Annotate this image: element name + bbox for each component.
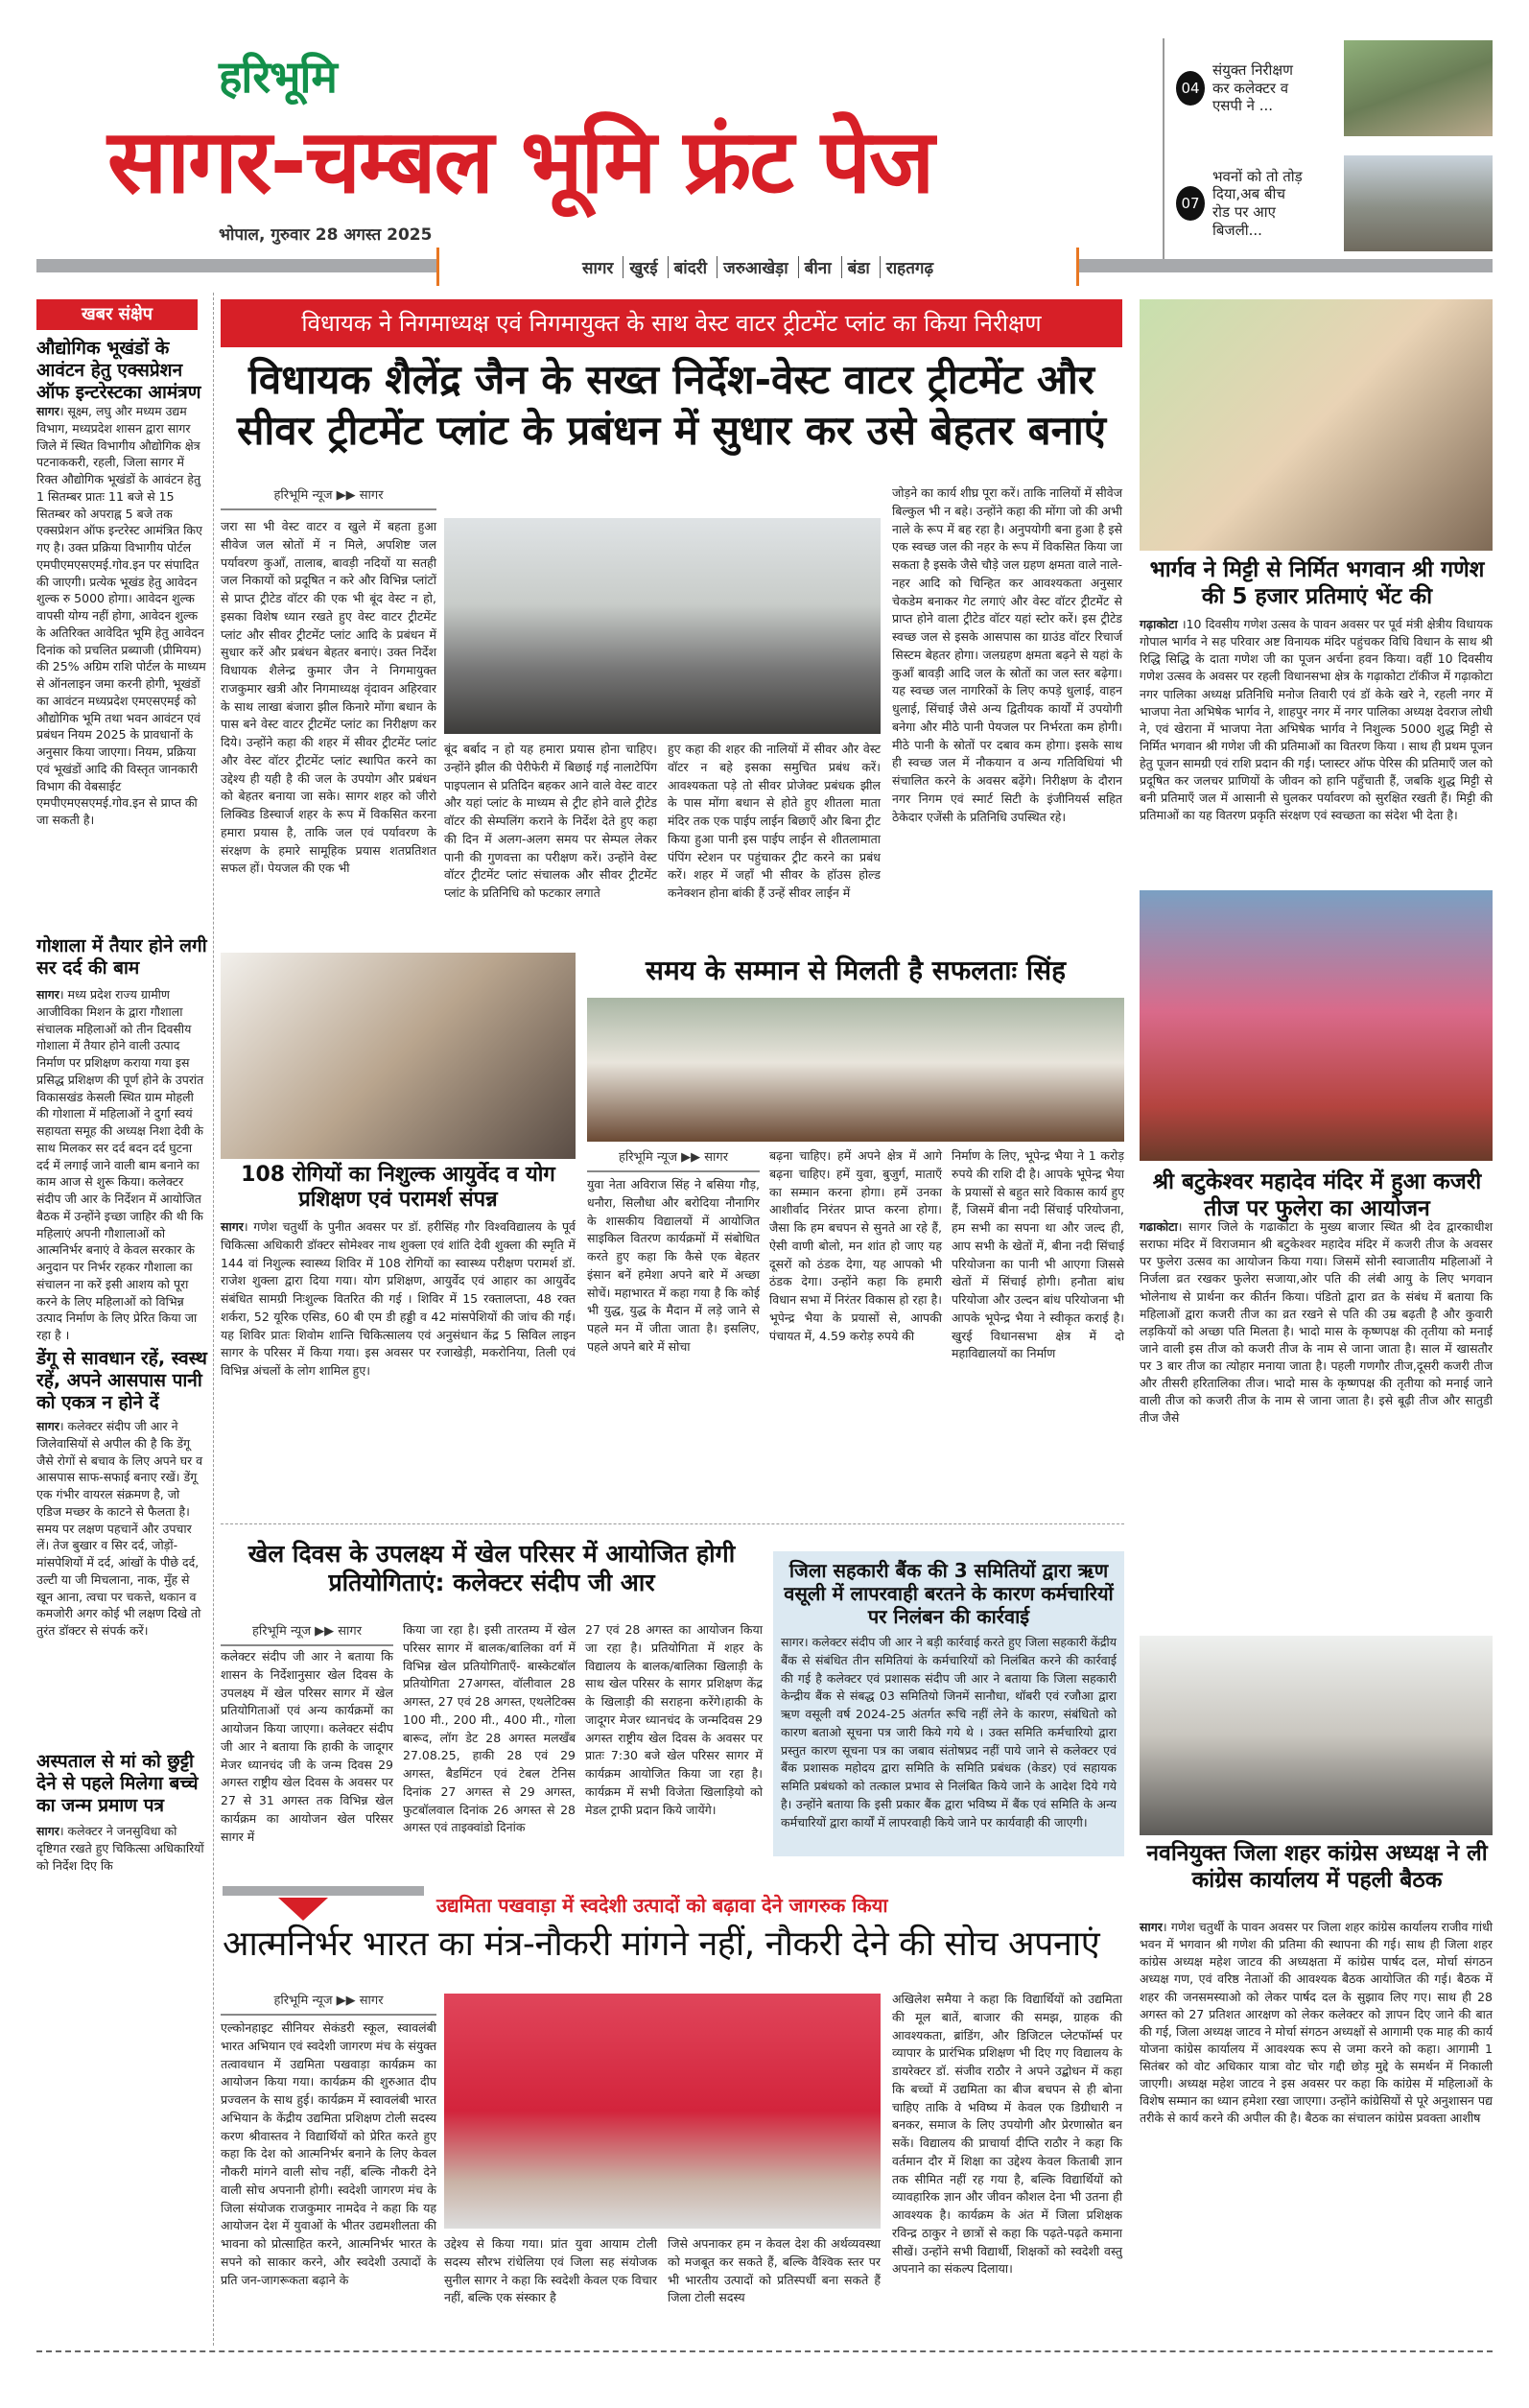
nav-link-sagar[interactable]: सागर [581, 258, 614, 278]
nav-link-rahatgarh[interactable]: राहतगढ़ [880, 256, 939, 278]
brief-body: सागर। सूक्ष्म, लघु और मध्यम उद्यम विभाग, मध्यप्रदेश शासन द्वारा सागर जिले में स्थित विभागीय औद्योगिक क्षेत्र पटनाककरी, रहली, जिला सागर में रिक्त औद्योगिक भूखंडों के आवंटन हेतु 1 सितम्बर प्रातः 11 बजे से 15 सितम्बर को अपराह्न 5 बजे तक एक्सप्रेशन ऑफ इन्टरेस्ट आमंत्रित किए गए है। उक्त प्रक्रिया विभागीय पोर्टल एमपीएमएसएमई.गोव.इन पर संपादित की जाएगी। प्रत्येक भूखंड हेतु आवेदन शुल्क रु 5000 होगा। आवेदन शुल्क वापसी योग्य नहीं होगा, आवेदन शुल्क के अतिरिक्त आवेदित भूमि हेतु आवेदन दिनांक को प्रचलित प्रब्याजी (प्रीमियम) की 25% अग्रिम राशि पोर्टल के माध्यम से ऑनलाइन जमा करनी होगी, भूखंडों का आवंटन मध्यप्रदेश एमएसएमई को औद्योगिक भूमि तथा भवन आवंटन एवं प्रबंधन नियम 2025 के प्रावधानों के अनुसार किया जाएगा। नियम, प्रक्रिया एवं भूखंडों आदि की विस्तृत जानकारी विभाग की वेबसाईट एमपीएमएसएमई.गोव.इन से प्राप्त की जा सकती है। [36, 404, 206, 827]
divider [221, 1523, 1124, 1524]
brief-headline: औद्योगिक भूखंडों के आवंटन हेतु एक्सप्रेशन ऑफ इन्टरेस्टका आमंत्रण [36, 338, 201, 403]
bank-body: सागर। कलेक्टर संदीप जी आर ने बड़ी कार्रवाई करते हुए जिला सहकारी केंद्रीय बैंक से संबंधित तीन समितियां के कर्मचारियों को निलंबित करने की कार्रवाई की गई है कलेक्टर एवं प्रशासक संदीप जी आर ने बताया कि जिला सहकारी केन्द्रीय बैंक से संबद्ध 03 समितियो जिनमें सानौधा, थॉबरी एवं रजौआ द्वारा ऋण वसूली वर्ष 2024-25 अंतर्गत रूचि नहीं लेने के कारण, संबंधितो को कारण बताओ सूचना पत्र जारी किये गये थे । उक्त समिति कर्मचारियो द्वारा प्रस्तुत कारण सूचना पत्र का जबाव संतोषप्रद नहीं पाये जाने से कलेक्टर एवं बैंक प्रशासक महोदय द्वारा समिति के समिति प्रबंधक (केडर) एवं सहायक समिति प्रबंधको को तत्काल प्रभाव से निलंबित किये जाने के आदेश दिये गये है। उन्होंने बताया कि इसी प्रकार बैंक द्वारा भविष्य में बैंक एवं समिति के अन्य कर्मचारियों द्वारा कार्यों में लापरवाही किये जाने पर कार्यवाही की जाएगी। [781, 1635, 1117, 1830]
brief-body: सागर। मध्य प्रदेश राज्य ग्रामीण आजीविका मिशन के द्वारा गौशाला संचालक महिलाओं को तीन दिवसीय गोशाला में तैयार होने वाली उत्पाद निर्माण पर प्रशिक्षण कराया गया इस प्रसिद्ध प्रशिक्षण की पूर्ण होने के उपरांत विकासखंड केसली स्थित ग्राम मोहली की गोशाला में महिलाओं ने दुर्गा स्वयं सहायता समूह की अध्यक्ष निशा देवी के साथ मिलकर सर दर्द बदन दर्द घुटना दर्द में लगाई जाने वाली बाम बनाने का काम आज से शुरू किया। कलेक्टर संदीप जी आर के निर्देशन में आयोजित बैठक में उन्होंने इच्छा जाहिर की थी कि महिलाएं अपनी गौशालाओं को आत्मनिर्भर बनाएं वे केवल सरकार के अनुदान पर निर्भर रहकर गौशाला का संचालन ना करें इसी आशय को पूरा करने के लिए महिलाओं को विभिन्न उत्पाद निर्माण के लिए प्रेरित किया जा रहा है । [36, 987, 204, 1342]
byline: हरिभूमि न्यूज ▶▶ सागर [221, 1621, 393, 1646]
briefs-label: खबर संक्षेप [36, 299, 198, 330]
khel-body-col: कलेक्टर संदीप जी आर ने बताया कि शासन के निर्देशानुसार खेल दिवस के उपलक्ष्य में खेल परिसर सागर में खेल प्रतियोगिताओं एवं अन्य कार्यक्रमों का आयोजन किया जाएगा। कलेक्टर संदीप जी आर ने बताया कि हाकी के जादूगर मेजर ध्यानचंद जी के जन्म दिवस 29 अगस्त राष्ट्रीय खेल दिवस के अवसर पर 27 से 31 अगस्त तक विभिन्न खेल कार्यक्रम का आयोजन खेल परिसर सागर में [221, 1649, 393, 1844]
newspaper-logo: हरिभूमि [219, 51, 337, 103]
nav-link-bina[interactable]: बीना [798, 256, 837, 278]
samman-headline: समय के सम्मान से मिलती है सफलताः सिंह [646, 955, 1066, 986]
page-title: सागर-चम्बल भूमि फ्रंट पेज [107, 110, 933, 213]
page-number-badge: 04 [1176, 71, 1205, 106]
section-marker [223, 1886, 424, 1896]
chevron-down-icon [278, 1898, 328, 1921]
ayurved-body: सागर। गणेश चतुर्थी के पुनीत अवसर पर डॉ. हरीसिंह गौर विश्वविद्यालय के पूर्व चिकित्सा अधिकारी डॉक्टर सोमेश्वर नाथ शुक्ला एवं शांति देवी शुक्ला की स्मृति में 144 वां निशुल्क स्वास्थ्य शिविर में 108 रोगियों का स्वास्थ्य परीक्षण परामर्श डॉ. राजेश शुक्ला द्वारा दिया गया। योग प्रशिक्षण, आयुर्वेद एवं आहार का आयुर्वेद संबंधित सामग्री निःशुल्क वितरित की गई । शिविर में 15 रक्तालप्ता, 48 रक्त शर्करा, 52 यूरिक एसिड, 60 बी एम डी हड्डी व 42 मांसपेशियों की जांच की गई। यह शिविर प्रातः शिवोम शान्ति चिकित्सालय एवं अनुसंधान केंद्र 5 सिविल लाइन सागर के परिसर में किया गया। इस अवसर पर रजाखेड़ी, मकरोनिया, तिली एवं विभिन्न अंचलों के लोग शामिल हुए। [221, 1219, 576, 1378]
brief-headline: डेंगू से सावधान रहें, स्वस्थ रहें, अपने आसपास पानी को एकत्र न होने दें [36, 1348, 207, 1413]
kajri-photo [1140, 890, 1493, 1161]
lead-kicker: विधायक ने निगमाध्यक्ष एवं निगमायुक्त के साथ वेस्ट वाटर ट्रीटमेंट प्लांट का किया निरीक्षण [221, 299, 1122, 347]
khel-body-col: 27 एवं 28 अगस्त का आयोजन किया जा रहा है। प्रतियोगिता में शहर के विद्यालय के बालक/बालिका खिलाड़ी के साथ खेल परिसर के सागर प्रशिक्षण केंद्र के खिलाड़ी की सराहना करेंगे।हाकी के जादूगर मेजर ध्यानचंद के जन्मदिवस 29 अगस्त राष्ट्रीय खेल दिवस के अवसर पर प्रातः 7:30 बजे खेल परिसर सागर में कार्यक्रम आयोजित किया जा रहा है। कार्यक्रम में सभी विजेता खिलाड़ियो को मेडल ट्राफी प्रदान किये जायेंगे। [585, 1622, 763, 1817]
lead-body-col: जोड़ने का कार्य शीघ्र पूरा करें। ताकि नालियों में सीवेज बिल्कुल भी न बहे। उन्होंने कहा की मोंगा जो की अभी नाले के रूप में बह रहा है। अनुपयोगी बना हुआ है इसे एक स्वच्छ जल की नहर के रूप में विकसित किया जा सकता है इसके जैसे चौड़े जल ग्रहण क्षमता वाले नाले-नहर आदि को चिन्हित कर आवश्यकता अनुसार चेकडेम बनाकर गेट लगाएं और वेस्ट वॉटर ट्रीटमेंट से प्राप्त होने वाला ट्रीटेड वॉटर यहां स्टोर करें। इस ट्रीटेड स्वच्छ जल से इसके आसपास का ग्राउंड वॉटर रिचार्ज सिस्टम बेहतर होगा। जलग्रहण क्षमता बढ़ने से यहां के कुआँ बावड़ी आदि जल के स्रोतों का जल स्तर बढ़ेगा। यह स्वच्छ जल नागरिकों के लिए कपड़े धुलाई, वाहन धुलाई, सिंचाई जैसे अन्य द्वितीयक कार्यों में उपयोगी बनेगा और मीठे पानी पेयजल पर निर्भरता कम होगी। मीठे पानी के स्रोतों पर दबाव कम होगा। इसके साथ ही स्वच्छ जल में नौकयान व अन्य गतिविधियां भी संचालित करने के अवसर बढ़ेंगे। निरीक्षण के दौरान नगर निगम एवं स्मार्ट सिटी के इंजीनियर्स सहित ठेकेदार एजेंसी के प्रतिनिधि उपस्थित रहे। [892, 485, 1122, 824]
teaser-photo [1344, 155, 1493, 251]
khel-body-col: किया जा रहा है। इसी तारतम्य में खेल परिसर सागर में बालक/बालिका वर्ग में विभिन्न खेल प्रतियोगिताएँ- बास्केटबॉल प्रतियोगिता 27अगस्त, वॉलीवाल 28 अगस्त, 27 एवं 28 अगस्त, एथलेटिक्स 100 मी., 200 मी., 400 मी., गोला बारूद, लॉग डेट 28 अगस्त मलखँब 27.08.25, हाकी 28 एवं 29 अगस्त, बैडमिंटन एवं टेबल टेनिस दिनांक 27 अगस्त से 29 अगस्त, फुटबॉलवाल दिनांक 26 अगस्त से 28 अगस्त एवं ताइक्वांडो दिनांक [403, 1622, 576, 1835]
bhargav-body: गढ़ाकोटा ।10 दिवसीय गणेश उत्सव के पावन अवसर पर पूर्व मंत्री क्षेत्रीय विधायक गोपाल भार्गव ने सह परिवार अष्ट विनायक मंदिर पहुंचकर विधि विधान के साथ श्री रिद्धि सिद्धि के दाता गणेश जी का पूजन अर्चना हवन किया। वहीं 10 दिवसीय गणेश उत्सव के अवसर पर रहली विधानसभा क्षेत्र के गढ़ाकोटा टॉकीज में गढ़ाकोटा नगर पालिका अध्यक्ष प्रतिनिधि मनोज तिवारी एवं डॉ केके खरे ने, रहली नगर में भाजपा नेता अभिषेक भार्गव ने, शाहपुर नगर में नगर पालिका अध्यक्ष देवराज लोधी ने, एवं खेराना में भाजपा नेता अभिषेक भार्गव ने निशुल्क 5000 शुद्ध मिट्टी से निर्मित भगवान श्री गणेश जी की प्रतिमाओं का वितरण किया । साथ ही प्रथम पूजन हेतु पूजन सामग्री एवं राशि प्रदान की गई। प्लास्टर ऑफ पेरिस की प्रतिमाएँ जल को प्रदूषित कर जलचर प्राणियों के जीवन को हानि पहुँचाती हैं, जबकि शुद्ध मिट्टी से बनी प्रतिमाएँ जल में आसानी से घुलकर पर्यावरण को सुरक्षित रखती हैं। मिट्टी की प्रतिमाओं का यह वितरण प्रकृति संरक्षण एवं स्वच्छता का संदेश भी देता है। [1140, 617, 1493, 823]
swadeshi-kicker: उद्यमिता पखवाड़ा में स्वदेशी उत्पादों को बढ़ावा देने जागरुक किया [436, 1894, 888, 1917]
nav-link-bandri[interactable]: बांदरी [668, 256, 714, 278]
nav-link-jaruakheda[interactable]: जरुआखेड़ा [717, 256, 794, 278]
ganesh-photo [1140, 299, 1493, 551]
ayurved-photo [221, 953, 576, 1159]
brief-body: सागर। कलेक्टर संदीप जी आर ने जिलेवासियों से अपील की है कि डेंगू जैसे रोगों से बचाव के लिए अपने घर व आसपास साफ-सफाई बनाए रखें। डेंगू एक गंभीर वायरल संक्रमण है, जो एडिज मच्छर के काटने से फैलता है। समय पर लक्षण पहचानें और उपचार लें। तेज बुखार व सिर दर्द, जोड़ों-मांसपेशियों में दर्द, आंखों के पीछे दर्द, उल्टी या जी मिचलाना, नाक, मुँह से खून आना, त्वचा पर चकत्ते, थकान व कमजोरी अगर कोई भी लक्षण दिखे तो तुरंत डॉक्टर से संपर्क करें। [36, 1419, 203, 1638]
byline: हरिभूमि न्यूज ▶▶ सागर [587, 1147, 760, 1172]
page-bottom-divider [36, 2350, 1493, 2352]
brief-headline: गोशाला में तैयार होने लगी सर दर्द की बाम [36, 935, 207, 979]
congress-headline: नवनियुक्त जिला शहर कांग्रेस अध्यक्ष ने ली कांग्रेस कार्यालय में पहली बैठक [1146, 1841, 1488, 1894]
swadeshi-headline: आत्मनिर्भर भारत का मंत्र-नौकरी मांगने नहीं, नौकरी देने की सोच अपनाएं [223, 1924, 1100, 1964]
lead-photo [444, 518, 881, 734]
samman-photo [587, 998, 1124, 1142]
teaser-item[interactable] [1176, 40, 1493, 136]
swadeshi-photo [444, 1994, 881, 2229]
bhargav-headline: भार्गव ने मिट्टी से निर्मित भगवान श्री गणेश की 5 हजार प्रतिमाएं भेंट की [1149, 557, 1485, 610]
lead-body-col: हुए कहा की शहर की नालियों में सीवर और वेस्ट वॉटर न बहे इसका समुचित प्रबंध करें। आवश्यकता पड़े तो सीवर प्रोजेक्ट प्रबंधक झील के पास मोंगा बधान से होते हुए शीतला माता मंदिर तक एक पाईप लाईन बिछाएँ और बिना ट्रीट किया हुआ पानी इस पाईप लाईन से शीतलामाता पंपिंग स्टेशन पर पहुंचाकर ट्रीट करने का प्रबंध करें। शहर में जहाँ भी सीवर के हॉउस होल्ड कनेक्शन होना बांकी हैं उन्हें सीवर लाईन में [668, 742, 881, 900]
page-number-badge: 07 [1176, 186, 1205, 221]
teaser-item[interactable] [1176, 155, 1493, 251]
lead-body-col: जरा सा भी वेस्ट वाटर व खुले में बहता हुआ सीवेज जल स्रोतों में न मिले, अपशिष्ट जल पर्यावरण कुआँ, तालाब, बावड़ी नदियों या सतही जल निकायों को प्रदूषित न करे और विभिन्न प्लांटों से प्राप्त ट्रीटेड वॉटर की एक भी बूंद वेस्ट न हो, इसका विशेष ध्यान रखते हुए वेस्ट वाटर ट्रीटमेंट प्लांट और सीवर ट्रीटमेंट प्लांट आदि के प्रबंधन में सुधार करें और प्रबंधन बेहतर बनाएं। उक्त निर्देश विधायक शैलेन्द्र कुमार जैन ने निगमायुक्त राजकुमार खत्री और निगमाध्यक्ष वृंदावन अहिरवार के साथ लाखा बंजारा झील किनारे मोंगा बधान के पास बने वेस्ट वाटर ट्रीटमेंट प्लांट का निरीक्षण कर दिये। उन्होंने कहा की शहर में सीवर ट्रीटमेंट प्लांट और वेस्ट वॉटर ट्रीटमेंट प्लांट स्थापित करने का उद्देश्य ही यही है की जल के उपयोग और प्रबंधन को बेहतर बनाया जा सके। सागर शहर को जीरो लिक्विड डिस्चार्ज शहर के रूप में विकसित करना हमारा प्रयास है, ताकि जल एवं पर्यावरण के संरक्षण के हमारे सामूहिक प्रयास शतप्रतिशत सफल हों। पेयजल की एक भी [221, 519, 436, 876]
brief-headline: अस्पताल से मां को छुट्टी देने से पहले मिलेगा बच्चे का जन्म प्रमाण पत्र [36, 1751, 199, 1816]
khel-headline: खेल दिवस के उपलक्ष्य में खेल परिसर में आयोजित होगी प्रतियोगिताएं: कलेक्टर संदीप जी आर [247, 1540, 736, 1596]
swadeshi-body-col: एल्कोनहाइट सीनियर सेकंडरी स्कूल, स्वावलंबी भारत अभियान एवं स्वदेशी जागरण मंच के संयुक्त तत्वावधान में उद्यमिता पखवाड़ा कार्यक्रम का आयोजन किया गया। कार्यक्रम की शुरुआत दीप प्रज्वलन के साथ हुई। कार्यक्रम में स्वावलंबी भारत अभियान के केंद्रीय उद्यमिता प्रशिक्षण टोली सदस्य करण श्रीवास्तव ने विद्यार्थियों को प्रेरित करते हुए कहा कि देश को आत्मनिर्भर बनाने के लिए केवल नौकरी मांगने वाली सोच नहीं, बल्कि नौकरी देने वाली सोच अपनानी होगी। स्वदेशी जागरण मंच के जिला संयोजक राजकुमार नामदेव ने कहा कि यह आयोजन देश में युवाओं के भीतर उद्यमशीलता की भावना को प्रोत्साहित करने, आत्मनिर्भर भारत के सपने को साकार करने, और स्वदेशी उत्पादों के प्रति जन-जागरूकता बढ़ाने के [221, 2020, 436, 2287]
byline: हरिभूमि न्यूज ▶▶ सागर [221, 1991, 436, 2016]
dateline: भोपाल, गुरुवार 28 अगस्त 2025 [219, 225, 433, 245]
column-divider [213, 293, 214, 2346]
teaser-text: भवनों को तो तोड़ दिया,अब बीच रोड पर आए बिजली... [1212, 167, 1303, 239]
ayurved-headline: 108 रोगियों का निशुल्क आयुर्वेद व योग प्रशिक्षण एवं परामर्श संपन्न [241, 1163, 555, 1213]
kajri-headline: श्री बटुकेश्वर महादेव मंदिर में हुआ कजरी तीज पर फुलेरा का आयोजन [1152, 1169, 1482, 1222]
lead-body-col: बूंद बर्बाद न हो यह हमारा प्रयास होना चाहिए। उन्होंने झील की पेरीफेरी में बिछाई गई नालाटेपिंग पाइपलान से प्रतिदिन बहकर आने वाले वेस्ट वाटर और यहां प्लांट के माध्यम से ट्रीट होने वाले ट्रीटेड वॉटर की सेम्पलिंग कराने के निर्देश देते हुए कहा की दिन में अलग-अलग समय पर सेम्पल लेकर पानी की गुणवत्ता का परीक्षण करें। उन्होंने वेस्ट वॉटर ट्रीटमेंट प्लांट संचालक और सीवर ट्रीटमेंट प्लांट के प्रतिनिधि को फटकार लगाते [444, 742, 657, 900]
samman-body-col: युवा नेता अविराज सिंह ने बसिया गौड़, धनौरा, सिलौधा और बरोदिया नौनागिर के शासकीय विद्यालयों में आयोजित साइकिल वितरण कार्यक्रमों में संबोधित करते हुए कहा कि कैसे एक बेहतर इंसान बनें हमेशा अपने बारे में अच्छा सोचें। महाभारत में कहा गया है कि कोई भी युद्ध, युद्ध के मैदान में लड़े जाने से पहले मन में जीता जाता है। इसलिए, पहले अपने बारे में सोचा [587, 1177, 760, 1354]
samman-body-col: निर्माण के लिए, भूपेन्द्र भैया ने 1 करोड़ रुपये की राशि दी है। आपके भूपेन्द्र भैया के प्रयासों से बहुत सारे विकास कार्य हुए हैं, जिसमें बीना नदी सिंचाई परियोजना, हम सभी का सपना था और जल्द ही, आप सभी के खेतों में, बीना नदी सिंचाई परियोजना का पानी भी आएगा जिससे खेतों में सिंचाई होगी। हनौता बांध परियोजा और उल्दन बांध परियोजना भी आपके भूपेन्द्र भैया ने स्वीकृत कराई है। खुरई विधानसभा क्षेत्र में दो महाविद्यालयों का निर्माण [952, 1148, 1124, 1361]
teaser-text: संयुक्त निरीक्षण कर कलेक्टर व एसपी ने ... [1212, 60, 1294, 115]
nav-link-khurai[interactable]: खुरई [623, 256, 663, 278]
swadeshi-body-col: अखिलेश समैया ने कहा कि विद्यार्थियों को उद्यमिता की मूल बातें, बाजार की समझ, ग्राहक की आवश्यकता, ब्रांडिंग, और डिजिटल प्लेटफॉर्म्स पर व्यापार के प्रारंभिक प्रशिक्षण भी दिए गए विद्यालय के डायरेक्टर डॉ. संजीव राठौर ने अपने उद्बोधन में कहा कि बच्चों में उद्यमिता का बीज बचपन से ही बोना चाहिए ताकि वे भविष्य में केवल एक डिग्रीधारी न बनकर, समाज के लिए उपयोगी और प्रेरणास्रोत बन सकें। विद्यालय की प्राचार्या दीप्ति राठौर ने कहा कि वर्तमान दौर में शिक्षा का उद्देश्य केवल किताबी ज्ञान तक सीमित नहीं रह गया है, बल्कि विद्यार्थियों को व्यावहारिक ज्ञान और जीवन कौशल देना भी उतना ही आवश्यक है। कार्यक्रम के अंत में जिला प्रशिक्षक रविन्द्र ठाकुर ने छात्रों से कहा कि पढ़ते-पढ़ते कमाना सीखें। उन्होंने सभी विद्यार्थी, शिक्षकों को स्वदेशी वस्तु अपनाने का संकल्प दिलाया। [892, 1992, 1122, 2277]
swadeshi-body-col: जिसे अपनाकर हम न केवल देश की अर्थव्यवस्था को मजबूत कर सकते हैं, बल्कि वैश्विक स्तर पर भी भारतीय उत्पादों को प्रतिस्पर्धी बना सकते हैं जिला टोली सदस्य [668, 2236, 881, 2305]
byline: हरिभूमि न्यूज ▶▶ सागर [221, 485, 436, 510]
nav-link-banda[interactable]: बंडा [841, 256, 876, 278]
lead-headline: विधायक शैलेंद्र जैन के सख्त निर्देश-वेस्ट वाटर ट्रीटमेंट और सीवर ट्रीटमेंट प्लांट के प्रबंधन में सुधार कर उसे बेहतर बनाएं [236, 356, 1107, 454]
city-nav [436, 248, 1079, 286]
teaser-photo [1344, 40, 1493, 136]
bank-story-box [773, 1551, 1124, 1856]
congress-photo [1140, 1636, 1493, 1835]
bank-headline: जिला सहकारी बैंक की 3 समितियों द्वारा ऋण वसूली में लापरवाही बरतने के कारण कर्मचारियों पर निलंबन की कार्रवाई [784, 1559, 1114, 1628]
brief-body: सागर। कलेक्टर ने जनसुविधा को दृष्टिगत रखते हुए चिकित्सा अधिकारियों को निर्देश दिए कि [36, 1824, 204, 1873]
samman-body-col: बढ़ना चाहिए। हमें अपने क्षेत्र में आगे बढ़ना चाहिए। हमें युवा, बुजुर्ग, माताएँ का सम्मान करना होगा। हमें उनका आशीर्वाद निरंतर प्राप्त करना होगा। जैसा कि हम बचपन से सुनते आ रहे हैं, ऐसी वाणी बोलो, मन शांत हो जाए यह दूसरों को ठंडक देगा, यह आपको भी ठंडक देगा। उन्होंने कहा कि हमारी विधान सभा में निरंतर विकास हो रहा है। भूपेन्द्र भैया के प्रयासों से, आपकी पंचायत में, 4.59 करोड़ रुपये की [769, 1148, 942, 1343]
page-teasers [1163, 38, 1494, 259]
swadeshi-body-col: उद्देश्य से किया गया। प्रांत युवा आयाम टोली सदस्य सौरभ रांधेलिया एवं जिला सह संयोजक सुनील सागर ने कहा कि स्वदेशी केवल एक विचार नहीं, बल्कि एक संस्कार है [444, 2236, 657, 2305]
congress-body: सागर। गणेश चतुर्थी के पावन अवसर पर जिला शहर कांग्रेस कार्यालय राजीव गांधी भवन में भगवान श्री गणेश की प्रतिमा की स्थापना की गई। साथ ही जिला शहर कांग्रेस अध्यक्ष महेश जाटव की अध्यक्षता में कांग्रेस पार्षद दल, मोर्चा संगठन अध्यक्ष गण, एवं वरिष्ठ नेताओं की आवश्यक बैठक आयोजित की गई। बैठक में शहर की जनसमस्याओ को लेकर पार्षद दल के सुझाव लिए गए। साथ ही 28 अगस्त को 27 प्रतिशत आरक्षण को लेकर कलेक्टर को ज्ञापन दिए जाने की बात की गई, जिला अध्यक्ष जाटव ने मोर्चा संगठन अध्यक्षों से आगामी एक माह की कार्य योजना कांग्रेस कार्यालय में आवश्यक रूप से जमा करने को कहा। आगामी 1 सितंबर को वोट अधिकार यात्रा वोट चोर गद्दी छोड़ मुद्दे के समर्थन में निकाली जाएगी। अध्यक्ष महेश जाटव ने इस अवसर पर कहा कि कांग्रेस में महिलाओं के विशेष सम्मान का ध्यान हमेशा रखा जाएगा। उन्होंने कांग्रेसियों से पूरे अनुशासन पद्य तरीके से कार्य करने की अपील की है। बैठक का संचालन कांग्रेस प्रवक्ता आशीष [1140, 1920, 1493, 2126]
kajri-body: गढाकोटा। सागर जिले के गढाकोटा के मुख्य बाजार स्थित श्री देव द्वारकाधीश सराफा मंदिर में विराजमान श्री बटुकेश्वर महादेव मंदिर में कजरी तीज के अवसर पर फुलेरा उत्सव का आयोजन किया गया। जिसमें सोनी स्वाजातीय महिलाओं ने निर्जला व्रत रखकर फुलेरा सजाया,ओर पति की लंबी आयु के लिए भगवान भोलेनाथ से प्रार्थना कर कीर्तन किया। पंडितो द्वारा व्रत के संबंध में बताया कि महिलाओं द्वारा कजरी तीज का व्रत रखने से पति की उम्र बढ़ती है और कुवारी लड़कियों को अच्छा पति मिलता है। भादो मास के कृष्णपक्ष की तृतीया को मनाई जाने वाली इस तीज को कजरी तीज के नाम से जाना जाता है। साल में खासतौर पर 3 बार तीज का त्योहार मनाया जाता है। पहली गणगौर तीज,दूसरी कजरी तीज और तीसरी हरितालिका तीज। भादो मास के कृष्णपक्ष की तृतीया को मनाई जाने वाली तीज को कजरी तीज के नाम से जाना जाता है। इसे बूढ़ी तीज और सातुडी तीज जैसे [1140, 1219, 1493, 1426]
